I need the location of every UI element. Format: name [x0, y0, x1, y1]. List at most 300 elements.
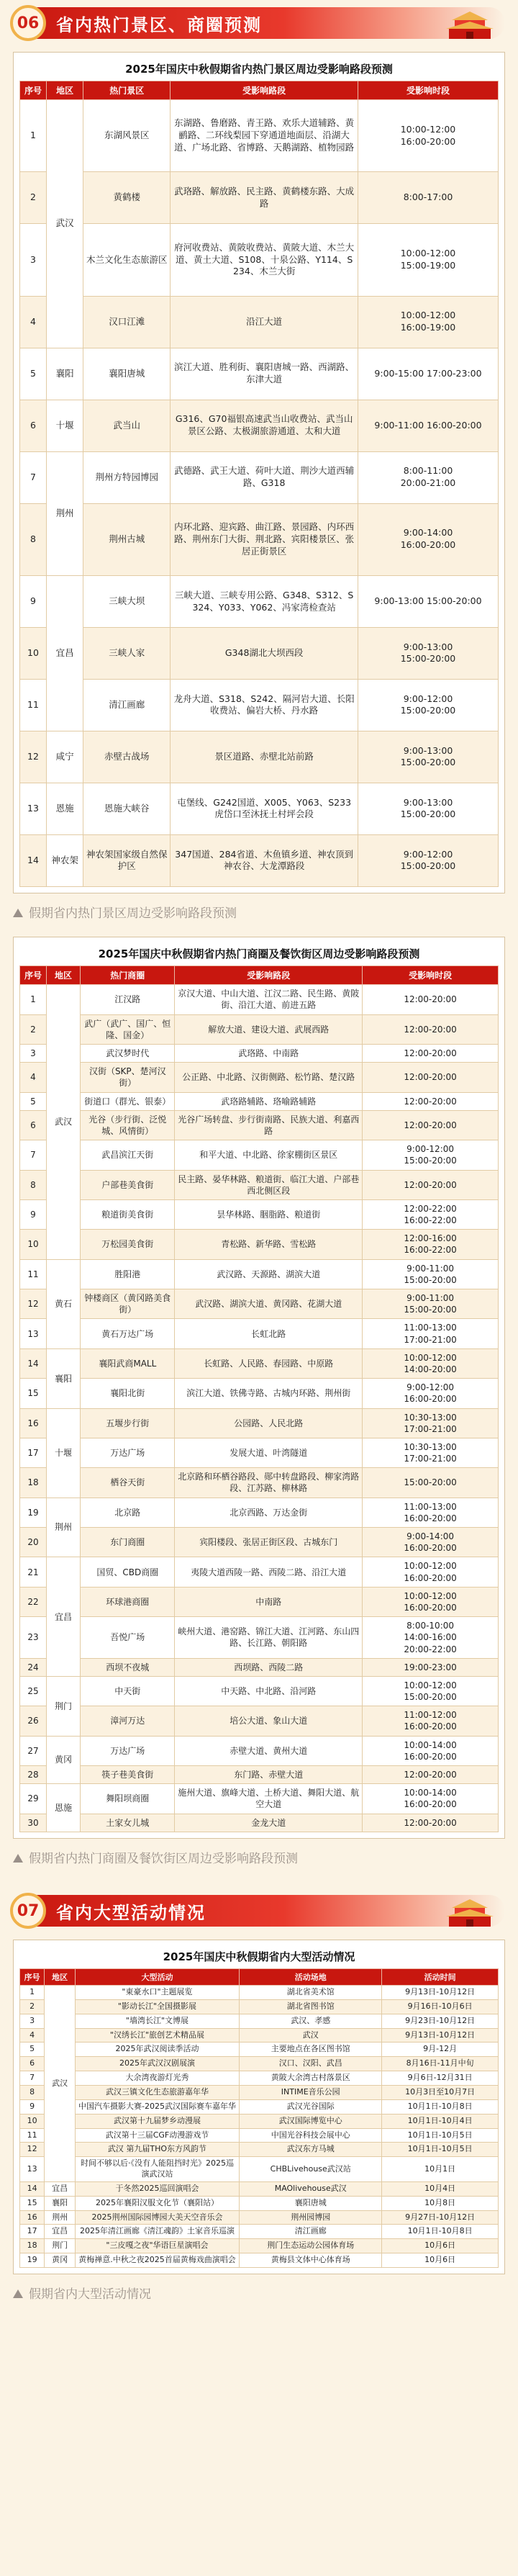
roads-cell: 武珞路、中南路: [175, 1045, 363, 1063]
region-cell: 荆门: [45, 2239, 75, 2253]
time-cell: 9:00-11:00 15:00-20:00: [363, 1289, 499, 1319]
time-cell: 9:00-13:00 15:00-20:00: [358, 576, 498, 628]
time-cell: 9月23日-10月12日: [382, 2014, 499, 2028]
index-cell: 28: [20, 1766, 47, 1784]
venue-cell: 中国光谷科技会展中心: [240, 2128, 382, 2143]
region-cell: 宜昌: [46, 1557, 80, 1677]
region-cell: 黄冈: [45, 2253, 75, 2268]
events-table-card: [13, 1940, 505, 2274]
index-cell: 12: [20, 2143, 45, 2157]
table-row: [20, 2071, 499, 2086]
region-cell: 黄石: [46, 1259, 80, 1348]
site-cell: 赤壁古战场: [83, 731, 171, 783]
roads-cell: 武珞路辅路、珞喻路辅路: [175, 1092, 363, 1110]
roads-cell: 北京西路、万达金街: [175, 1498, 363, 1527]
table-row: [20, 1528, 499, 1557]
index-cell: 6: [20, 400, 47, 451]
site-cell: 万达广场: [81, 1736, 175, 1765]
roads-cell: 内环北路、迎宾路、曲江路、景园路、内环西路、荆州东门大街、荆北路、宾阳楼景区、张居正街景区: [171, 503, 358, 575]
table-row: [20, 576, 499, 628]
roads-cell: 武汉路、湖滨大道、黄冈路、花湖大道: [175, 1289, 363, 1319]
time-cell: 10月1日-10月5日: [382, 2143, 499, 2157]
table-row: [20, 100, 499, 172]
time-cell: 9:00-13:00 15:00-20:00: [358, 731, 498, 783]
roads-cell: 龙舟大道、S318、S242、隔河岩大道、长阳收费站、偏岩大桥、丹水路: [171, 679, 358, 731]
table-row: [20, 2043, 499, 2057]
commerce-table-title: 2025年国庆中秋假期省内热门商圈及餐饮街区周边受影响路段预测: [98, 947, 420, 961]
column-header: 受影响时段: [363, 966, 499, 985]
index-cell: 2: [20, 172, 47, 224]
index-cell: 25: [20, 1676, 47, 1706]
region-cell: 十堰: [46, 400, 83, 451]
region-cell: 襄阳: [46, 348, 83, 400]
table-row: [20, 1706, 499, 1736]
time-cell: 10:00-12:00 16:00-20:00: [358, 100, 498, 172]
roads-cell: 长虹北路: [175, 1319, 363, 1348]
scenic-note-text: 假期省内热门景区周边受影响路段预测: [29, 906, 237, 921]
roads-cell: 夷陵大道西陵一路、西陵二路、沿江大道: [175, 1557, 363, 1587]
table-row: [20, 2225, 499, 2239]
table-row: [20, 2143, 499, 2157]
index-cell: 16: [20, 1408, 47, 1438]
tiananmen-icon: [445, 0, 495, 43]
site-cell: 武当山: [83, 400, 171, 451]
time-cell: 10月1日-10月8日: [382, 2099, 499, 2114]
index-cell: 7: [20, 451, 47, 503]
time-cell: 10月1日-10月5日: [382, 2128, 499, 2143]
time-cell: 10月3日至10月7日: [382, 2086, 499, 2100]
index-cell: 13: [20, 783, 47, 834]
index-cell: 22: [20, 1587, 47, 1616]
table-row: [20, 1999, 499, 2014]
index-cell: 7: [20, 1140, 47, 1170]
index-cell: 1: [20, 100, 47, 172]
scenic-note: [13, 902, 505, 925]
table-row: [20, 1348, 499, 1378]
index-cell: 5: [20, 348, 47, 400]
venue-cell: 湖北省美术馆: [240, 1986, 382, 2000]
region-cell: 十堰: [46, 1408, 80, 1498]
table-row: [20, 1986, 499, 2000]
site-cell: 襄阳唐城: [83, 348, 171, 400]
venue-cell: 襄阳唐城: [240, 2196, 382, 2210]
site-cell: 武昌滨江天街: [81, 1140, 175, 1170]
index-cell: 1: [20, 985, 47, 1014]
venue-cell: 武汉东方马城: [240, 2143, 382, 2157]
column-header: 地区: [45, 1969, 75, 1986]
time-cell: 9:00-12:00 15:00-20:00: [358, 834, 498, 886]
roads-cell: 青松路、新华路、雪松路: [175, 1230, 363, 1259]
index-cell: 27: [20, 1736, 47, 1765]
site-cell: 北京路: [81, 1498, 175, 1527]
site-cell: 国贸、CBD商圈: [81, 1557, 175, 1587]
site-cell: 钟楼商区（黄冈路美食街）: [81, 1289, 175, 1319]
index-cell: 2: [20, 1999, 45, 2014]
event-cell: "影动长江"全国摄影展: [75, 1999, 239, 2014]
time-cell: 9:00-12:00 15:00-20:00: [363, 1140, 499, 1170]
table-row: [20, 2128, 499, 2143]
time-cell: 12:00-20:00: [363, 1063, 499, 1092]
index-cell: 4: [20, 1063, 47, 1092]
index-cell: 10: [20, 2114, 45, 2128]
roads-cell: 峡州大道、港窑路、锦江大道、江河路、东山四路、长江路、朝阳路: [175, 1617, 363, 1659]
index-cell: 14: [20, 1348, 47, 1378]
index-cell: 8: [20, 2086, 45, 2100]
roads-cell: 光谷广场转盘、步行街南路、民族大道、利嘉西路: [175, 1110, 363, 1140]
index-cell: 20: [20, 1528, 47, 1557]
region-cell: 襄阳: [45, 2196, 75, 2210]
roads-cell: 中南路: [175, 1587, 363, 1616]
site-cell: 五堰步行街: [81, 1408, 175, 1438]
column-header: 热门景区: [83, 81, 171, 100]
event-cell: 时间不够以后·《没有人能阻挡时光》2025巡演武汉站: [75, 2157, 239, 2182]
index-cell: 9: [20, 2099, 45, 2114]
time-cell: 10:00-12:00 16:00-20:00: [363, 1587, 499, 1616]
time-cell: 10月6日: [382, 2239, 499, 2253]
event-cell: 2025年清江画廊《清江魂韵》土家音乐巡演: [75, 2225, 239, 2239]
venue-cell: 荆门生态运动公园体育场: [240, 2239, 382, 2253]
time-cell: 9:00-13:00 15:00-20:00: [358, 783, 498, 834]
table-row: [20, 2157, 499, 2182]
site-cell: 汉街（SKP、楚河汉街）: [81, 1063, 175, 1092]
roads-cell: 北京路和环栖谷路段、郧中转盘路段、柳家湾路段、江苏路、柳林路: [175, 1468, 363, 1498]
time-cell: 10月4日: [382, 2181, 499, 2196]
time-cell: 9:00-14:00 16:00-20:00: [358, 503, 498, 575]
table-row: [20, 834, 499, 886]
region-cell: 荆门: [46, 1676, 80, 1736]
table-row: [20, 1259, 499, 1289]
time-cell: 9:00-14:00 16:00-20:00: [363, 1528, 499, 1557]
index-cell: 3: [20, 224, 47, 296]
roads-cell: 武珞路、解放路、民主路、黄鹤楼东路、大成路: [171, 172, 358, 224]
region-cell: 宜昌: [45, 2225, 75, 2239]
time-cell: 9:00-13:00 15:00-20:00: [358, 627, 498, 679]
site-cell: 神农架国家级自然保护区: [83, 834, 171, 886]
roads-cell: 347国道、284省道、木鱼镇乡道、神农顶到神农谷、大龙潭路段: [171, 834, 358, 886]
table-row: [20, 1557, 499, 1587]
event-cell: 武汉三镇文化生态旅游嘉年华: [75, 2086, 239, 2100]
region-cell: 荆州: [46, 1498, 80, 1557]
index-cell: 3: [20, 1045, 47, 1063]
index-cell: 26: [20, 1706, 47, 1736]
section-title: 省内大型活动情况: [56, 1902, 206, 1923]
table-row: [20, 1319, 499, 1348]
event-cell: 2025年武汉汉剧展演: [75, 2057, 239, 2071]
roads-cell: G316、G70福银高速武当山收费站、武当山景区公路、太极湖旅游通道、太和大道: [171, 400, 358, 451]
event-cell: "墙湾长江"文博展: [75, 2014, 239, 2028]
roads-cell: 公园路、人民北路: [175, 1408, 363, 1438]
column-header: 活动时间: [382, 1969, 499, 1986]
time-cell: 12:00-20:00: [363, 1170, 499, 1199]
event-cell: 2025荆州国际园博园大美天空音乐会: [75, 2210, 239, 2225]
roads-cell: 武德路、武王大道、荷叶大道、荆沙大道西辅路、G318: [171, 451, 358, 503]
event-cell: 武汉第十三届CGF动漫游戏节: [75, 2128, 239, 2143]
time-cell: 12:00-20:00: [363, 1766, 499, 1784]
index-cell: 12: [20, 731, 47, 783]
section-number: 06: [10, 5, 46, 41]
time-cell: 10月1日-10月4日: [382, 2114, 499, 2128]
roads-cell: 三峡大道、三峡专用公路、G348、S312、S324、Y033、Y062、冯家湾检查站: [171, 576, 358, 628]
time-cell: 15:00-20:00: [363, 1468, 499, 1498]
time-cell: 9月27日-10月12日: [382, 2210, 499, 2225]
site-cell: 粮道街美食街: [81, 1199, 175, 1229]
region-cell: 荆州: [45, 2210, 75, 2225]
venue-cell: 清江画廊: [240, 2225, 382, 2239]
region-cell: 武汉: [46, 985, 80, 1259]
time-cell: 10:00-12:00 16:00-19:00: [358, 296, 498, 348]
time-cell: 9月-12月: [382, 2043, 499, 2057]
time-cell: 12:00-20:00: [363, 1045, 499, 1063]
site-cell: 中天街: [81, 1676, 175, 1706]
table-row: [20, 679, 499, 731]
roads-cell: 赤壁大道、黄州大道: [175, 1736, 363, 1765]
time-cell: 12:00-20:00: [363, 1092, 499, 1110]
column-header: 受影响路段: [171, 81, 358, 100]
event-cell: "汉绣长江"旅创艺术精品展: [75, 2028, 239, 2043]
table-row: [20, 1199, 499, 1229]
table-row: [20, 1617, 499, 1659]
table-row: [20, 2210, 499, 2225]
time-cell: 12:00-20:00: [363, 985, 499, 1014]
time-cell: 8月16日-11月中旬: [382, 2057, 499, 2071]
site-cell: 光谷（步行街、泛悦城、风情街）: [81, 1110, 175, 1140]
venue-cell: INTIME音乐公园: [240, 2086, 382, 2100]
time-cell: 9月13日-10月12日: [382, 1986, 499, 2000]
column-header: 地区: [46, 81, 83, 100]
index-cell: 21: [20, 1557, 47, 1587]
column-header: 序号: [20, 1969, 45, 1986]
table-row: [20, 1736, 499, 1765]
section-header-events: [13, 1895, 505, 1927]
table-row: [20, 1170, 499, 1199]
index-cell: 5: [20, 2043, 45, 2057]
roads-cell: 府河收费站、黄陂收费站、黄陂大道、木兰大道、黄土大道、S108、十泉公路、Y114、S234、木兰大街: [171, 224, 358, 296]
region-cell: 荆州: [46, 451, 83, 575]
region-cell: 武汉: [45, 1986, 75, 2182]
roads-cell: 金龙大道: [175, 1814, 363, 1832]
column-header: 大型活动: [75, 1969, 239, 1986]
table-row: [20, 400, 499, 451]
table-row: [20, 1408, 499, 1438]
commerce-note: [13, 1847, 505, 1870]
site-cell: 清江画廊: [83, 679, 171, 731]
time-cell: 12:00-20:00: [363, 1814, 499, 1832]
time-cell: 10:30-13:00 17:00-21:00: [363, 1408, 499, 1438]
column-header: 地区: [46, 966, 80, 985]
time-cell: 12:00-20:00: [363, 1014, 499, 1044]
roads-cell: 东湖路、鲁磨路、青王路、欢乐大道辅路、黄鹂路、二环线梨园下穿通道地面层、沿湖大道、广场北路、省博路、天鹅湖路、植物园路: [171, 100, 358, 172]
venue-cell: 武汉光谷国际: [240, 2099, 382, 2114]
scenic-table-card: [13, 52, 505, 893]
site-cell: 万松园美食街: [81, 1230, 175, 1259]
site-cell: 吾悦广场: [81, 1617, 175, 1659]
time-cell: 10:00-12:00 16:00-20:00: [363, 1557, 499, 1587]
index-cell: 19: [20, 1498, 47, 1527]
index-cell: 2: [20, 1014, 47, 1044]
time-cell: 8:00-17:00: [358, 172, 498, 224]
region-cell: 武汉: [46, 100, 83, 348]
table-row: [20, 2181, 499, 2196]
site-cell: 舞阳坝商圈: [81, 1784, 175, 1814]
table-row: [20, 1045, 499, 1063]
roads-cell: 长虹路、人民路、春园路、中原路: [175, 1348, 363, 1378]
table-row: [20, 172, 499, 224]
table-header-row: [20, 966, 499, 985]
events-note: [13, 2283, 505, 2306]
time-cell: 9:00-15:00 17:00-23:00: [358, 348, 498, 400]
time-cell: 10月6日: [382, 2253, 499, 2268]
site-cell: 黄石万达广场: [81, 1319, 175, 1348]
events-note-text: 假期省内大型活动情况: [29, 2287, 151, 2302]
index-cell: 15: [20, 1379, 47, 1408]
triangle-icon: [13, 909, 23, 917]
site-cell: 筷子巷美食街: [81, 1766, 175, 1784]
index-cell: 15: [20, 2196, 45, 2210]
site-cell: 江汉路: [81, 985, 175, 1014]
index-cell: 6: [20, 1110, 47, 1140]
time-cell: 12:00-16:00 16:00-22:00: [363, 1230, 499, 1259]
region-cell: 神农架: [46, 834, 83, 886]
time-cell: 9月13日-10月12日: [382, 2028, 499, 2043]
site-cell: 三峡人家: [83, 627, 171, 679]
commerce-note-text: 假期省内热门商圈及餐饮街区周边受影响路段预测: [29, 1851, 298, 1866]
venue-cell: MAOlivehouse武汉: [240, 2181, 382, 2196]
region-cell: 宜昌: [46, 576, 83, 731]
index-cell: 16: [20, 2210, 45, 2225]
roads-cell: 沿江大道: [171, 296, 358, 348]
time-cell: 9:00-12:00 16:00-20:00: [363, 1379, 499, 1408]
event-cell: 大余湾夜游灯光秀: [75, 2071, 239, 2086]
event-cell: 2025年武汉阅读季活动: [75, 2043, 239, 2057]
region-cell: 恩施: [46, 783, 83, 834]
roads-cell: 和平大道、中北路、徐家棚街区景区: [175, 1140, 363, 1170]
roads-cell: 武汉路、天源路、湖滨大道: [175, 1259, 363, 1289]
table-row: [20, 2253, 499, 2268]
time-cell: 10:00-12:00 14:00-20:00: [363, 1348, 499, 1378]
region-cell: 黄冈: [46, 1736, 80, 1784]
commerce-table-card: [13, 937, 505, 1839]
table-row: [20, 1676, 499, 1706]
table-row: [20, 2114, 499, 2128]
site-cell: 三峡大坝: [83, 576, 171, 628]
site-cell: 万达广场: [81, 1438, 175, 1467]
event-cell: 武汉 第九届THO东方风韵节: [75, 2143, 239, 2157]
roads-cell: 中天路、中北路、沿河路: [175, 1676, 363, 1706]
table-row: [20, 1092, 499, 1110]
event-cell: 武汉第十九届梦乡动漫展: [75, 2114, 239, 2128]
column-header: 活动场地: [240, 1969, 382, 1986]
site-cell: 襄阳武商MALL: [81, 1348, 175, 1378]
time-cell: 9:00-11:00 16:00-20:00: [358, 400, 498, 451]
site-cell: 武汉梦时代: [81, 1045, 175, 1063]
index-cell: 11: [20, 679, 47, 731]
table-row: [20, 1438, 499, 1467]
index-cell: 13: [20, 1319, 47, 1348]
index-cell: 13: [20, 2157, 45, 2182]
index-cell: 8: [20, 1170, 47, 1199]
roads-cell: 景区道路、赤壁北站前路: [171, 731, 358, 783]
roads-cell: 滨江大道、胜利街、襄阳唐城一路、西湖路、东津大道: [171, 348, 358, 400]
table-row: [20, 1658, 499, 1676]
time-cell: 10:00-12:00 15:00-19:00: [358, 224, 498, 296]
event-cell: 2025年襄阳汉服文化节（襄阳站）: [75, 2196, 239, 2210]
index-cell: 10: [20, 627, 47, 679]
roads-cell: 民主路、晏华林路、粮道街、临江大道、户部巷西北侧区段: [175, 1170, 363, 1199]
event-cell: "東豪水口"主题展览: [75, 1986, 239, 2000]
site-cell: 户部巷美食街: [81, 1170, 175, 1199]
index-cell: 18: [20, 1468, 47, 1498]
event-cell: 黄梅禅意.中秋之夜2025首届黄梅戏曲演唱会: [75, 2253, 239, 2268]
roads-cell: 施州大道、旗峰大道、土桥大道、舞阳大道、航空大道: [175, 1784, 363, 1814]
index-cell: 17: [20, 1438, 47, 1467]
roads-cell: 西坝路、西陵二路: [175, 1658, 363, 1676]
commerce-district-table: [19, 943, 499, 1832]
venue-cell: 武汉、孝感: [240, 2014, 382, 2028]
table-row: [20, 1587, 499, 1616]
index-cell: 6: [20, 2057, 45, 2071]
index-cell: 30: [20, 1814, 47, 1832]
event-cell: 中国汽车摄影大赛-2025武汉国际赛车嘉年华: [75, 2099, 239, 2114]
events-table: [19, 1946, 499, 2268]
table-row: [20, 2086, 499, 2100]
table-row: [20, 296, 499, 348]
table-row: [20, 2099, 499, 2114]
table-row: [20, 503, 499, 575]
table-header-row: [20, 81, 499, 100]
index-cell: 7: [20, 2071, 45, 2086]
table-row: [20, 985, 499, 1014]
time-cell: 11:00-13:00 17:00-21:00: [363, 1319, 499, 1348]
roads-cell: 东门路、赤壁大道: [175, 1766, 363, 1784]
table-header-row: [20, 1969, 499, 1986]
roads-cell: 培公大道、象山大道: [175, 1706, 363, 1736]
index-cell: 11: [20, 2128, 45, 2143]
column-header: 受影响路段: [175, 966, 363, 985]
column-header: 受影响时段: [358, 81, 498, 100]
index-cell: 18: [20, 2239, 45, 2253]
site-cell: 东湖风景区: [83, 100, 171, 172]
time-cell: 11:00-12:00 16:00-20:00: [363, 1706, 499, 1736]
section-header-hotspots: [13, 7, 505, 39]
time-cell: 9:00-11:00 15:00-20:00: [363, 1259, 499, 1289]
column-header: 热门商圈: [81, 966, 175, 985]
region-cell: 宜昌: [45, 2181, 75, 2196]
scenic-table-title: 2025年国庆中秋假期省内热门景区周边受影响路段预测: [125, 63, 393, 76]
table-row: [20, 1063, 499, 1092]
table-row: [20, 1140, 499, 1170]
index-cell: 19: [20, 2253, 45, 2268]
table-row: [20, 451, 499, 503]
index-cell: 23: [20, 1617, 47, 1659]
index-cell: 4: [20, 2028, 45, 2043]
venue-cell: 主要地点在各区图书馆: [240, 2043, 382, 2057]
index-cell: 10: [20, 1230, 47, 1259]
region-cell: 襄阳: [46, 1348, 80, 1408]
venue-cell: 汉口、汉阳、武昌: [240, 2057, 382, 2071]
scenic-spot-table: [19, 58, 499, 887]
roads-cell: 发展大道、叶湾隧道: [175, 1438, 363, 1467]
site-cell: 荆州古城: [83, 503, 171, 575]
site-cell: 土家女儿城: [81, 1814, 175, 1832]
table-row: [20, 2196, 499, 2210]
time-cell: 10:30-13:00 17:00-21:00: [363, 1438, 499, 1467]
site-cell: 栖谷天街: [81, 1468, 175, 1498]
index-cell: 24: [20, 1658, 47, 1676]
roads-cell: 京汉大道、中山大道、江汉二路、民生路、黄陂街、沿江大道、前进五路: [175, 985, 363, 1014]
time-cell: 8:00-10:00 14:00-16:00 20:00-22:00: [363, 1617, 499, 1659]
index-cell: 11: [20, 1259, 47, 1289]
table-row: [20, 731, 499, 783]
